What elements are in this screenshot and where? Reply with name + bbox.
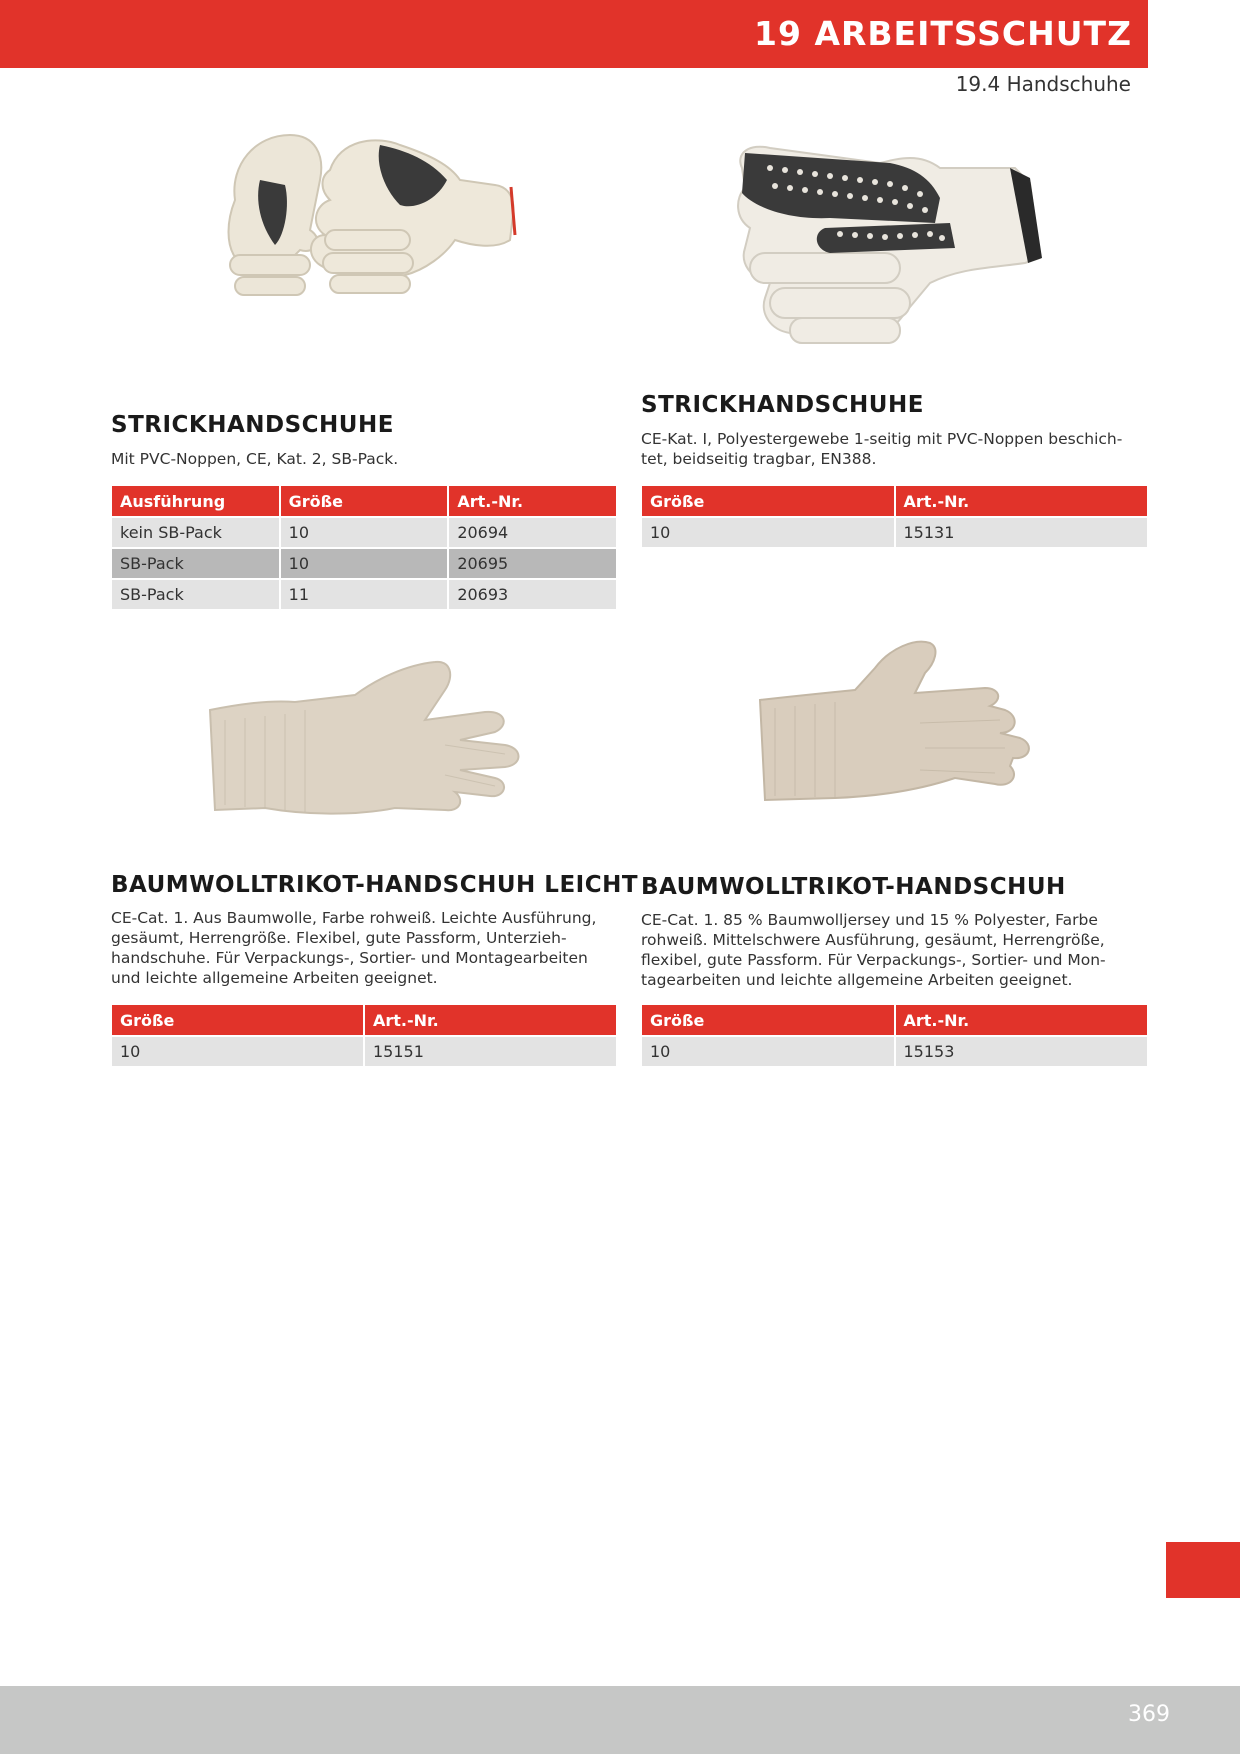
- table-cell: kein SB-Pack: [112, 518, 279, 547]
- chapter-title: 19 ARBEITSSCHUTZ: [754, 14, 1132, 53]
- product-description: [641, 429, 1151, 469]
- table-cell: 20695: [449, 549, 616, 578]
- table-header-row: [642, 1005, 1147, 1035]
- table-cell: 10: [281, 549, 448, 578]
- description-line: gesäumt, Herrengröße. Flexibel, gute Passform, Unterzieh-: [111, 929, 567, 947]
- product-photo-cotton-glove: [755, 638, 1050, 813]
- table-cell: 11: [281, 580, 448, 609]
- spec-table: [110, 1003, 618, 1068]
- table-cell: 10: [112, 1037, 363, 1066]
- product-description: [641, 910, 1156, 990]
- description-line: flexibel, gute Passform. Für Verpackungs-, Sortier- und Mon-: [641, 951, 1106, 969]
- spec-table: [110, 484, 618, 611]
- product-title: BAUMWOLLTRIKOT-HANDSCHUH: [641, 874, 1066, 900]
- table-row: [642, 518, 1147, 547]
- table-cell: 15131: [896, 518, 1148, 547]
- column-header: Art.-Nr.: [896, 1005, 1148, 1035]
- product-title: BAUMWOLLTRIKOT-HANDSCHUH LEICHT: [111, 872, 639, 898]
- table-cell: 10: [281, 518, 448, 547]
- description-line: CE-Cat. 1. Aus Baumwolle, Farbe rohweiß. Leichte Ausführung,: [111, 909, 597, 927]
- spec-table: [640, 1003, 1149, 1068]
- table-cell: 10: [642, 518, 894, 547]
- table-header-row: [642, 486, 1147, 516]
- product-title: STRICKHANDSCHUHE: [641, 392, 924, 418]
- description-line: tet, beidseitig tragbar, EN388.: [641, 450, 877, 468]
- spec-table: [640, 484, 1149, 549]
- product-photo-cotton-glove-light: [205, 650, 530, 825]
- description-line: tagearbeiten und leichte allgemeine Arbeiten geeignet.: [641, 971, 1073, 989]
- table-row: [112, 580, 616, 609]
- product-title: STRICKHANDSCHUHE: [111, 412, 394, 438]
- column-header: Art.-Nr.: [896, 486, 1148, 516]
- column-header: Art.-Nr.: [449, 486, 616, 516]
- table-cell: SB-Pack: [112, 549, 279, 578]
- column-header: Größe: [112, 1005, 363, 1035]
- product-photo-knitted-glove-pvc-dots: [730, 108, 1060, 348]
- description-line: handschuhe. Für Verpackungs-, Sortier- und Montagearbeiten: [111, 949, 588, 967]
- table-row: [112, 1037, 616, 1066]
- table-cell: SB-Pack: [112, 580, 279, 609]
- column-header: Größe: [642, 486, 894, 516]
- product-photo-knitted-gloves-dotted-pair: [215, 125, 525, 310]
- page-number: 369: [1128, 1702, 1170, 1727]
- subchapter-title: 19.4 Handschuhe: [955, 72, 1131, 96]
- table-cell: 15153: [896, 1037, 1148, 1066]
- table-row: [112, 518, 616, 547]
- table-cell: 15151: [365, 1037, 616, 1066]
- product-description: [111, 908, 626, 988]
- description-line: und leichte allgemeine Arbeiten geeignet.: [111, 969, 438, 987]
- description-line: CE-Cat. 1. 85 % Baumwolljersey und 15 % Polyester, Farbe: [641, 911, 1098, 929]
- column-header: Ausführung: [112, 486, 279, 516]
- column-header: Größe: [281, 486, 448, 516]
- footer-bar: [0, 1686, 1240, 1754]
- description-line: rohweiß. Mittelschwere Ausführung, gesäumt, Herrengröße,: [641, 931, 1105, 949]
- table-cell: 10: [642, 1037, 894, 1066]
- description-line: CE-Kat. I, Polyestergewebe 1-seitig mit PVC-Noppen beschich-: [641, 430, 1123, 448]
- table-cell: 20694: [449, 518, 616, 547]
- table-row: [112, 549, 616, 578]
- table-header-row: [112, 486, 616, 516]
- column-header: Art.-Nr.: [365, 1005, 616, 1035]
- table-row: [642, 1037, 1147, 1066]
- product-description: [111, 449, 616, 469]
- chapter-side-tab: [1166, 1542, 1240, 1598]
- description-line: Mit PVC-Noppen, CE, Kat. 2, SB-Pack.: [111, 450, 399, 468]
- column-header: Größe: [642, 1005, 894, 1035]
- table-cell: 20693: [449, 580, 616, 609]
- table-header-row: [112, 1005, 616, 1035]
- chapter-header-bar: [0, 0, 1148, 68]
